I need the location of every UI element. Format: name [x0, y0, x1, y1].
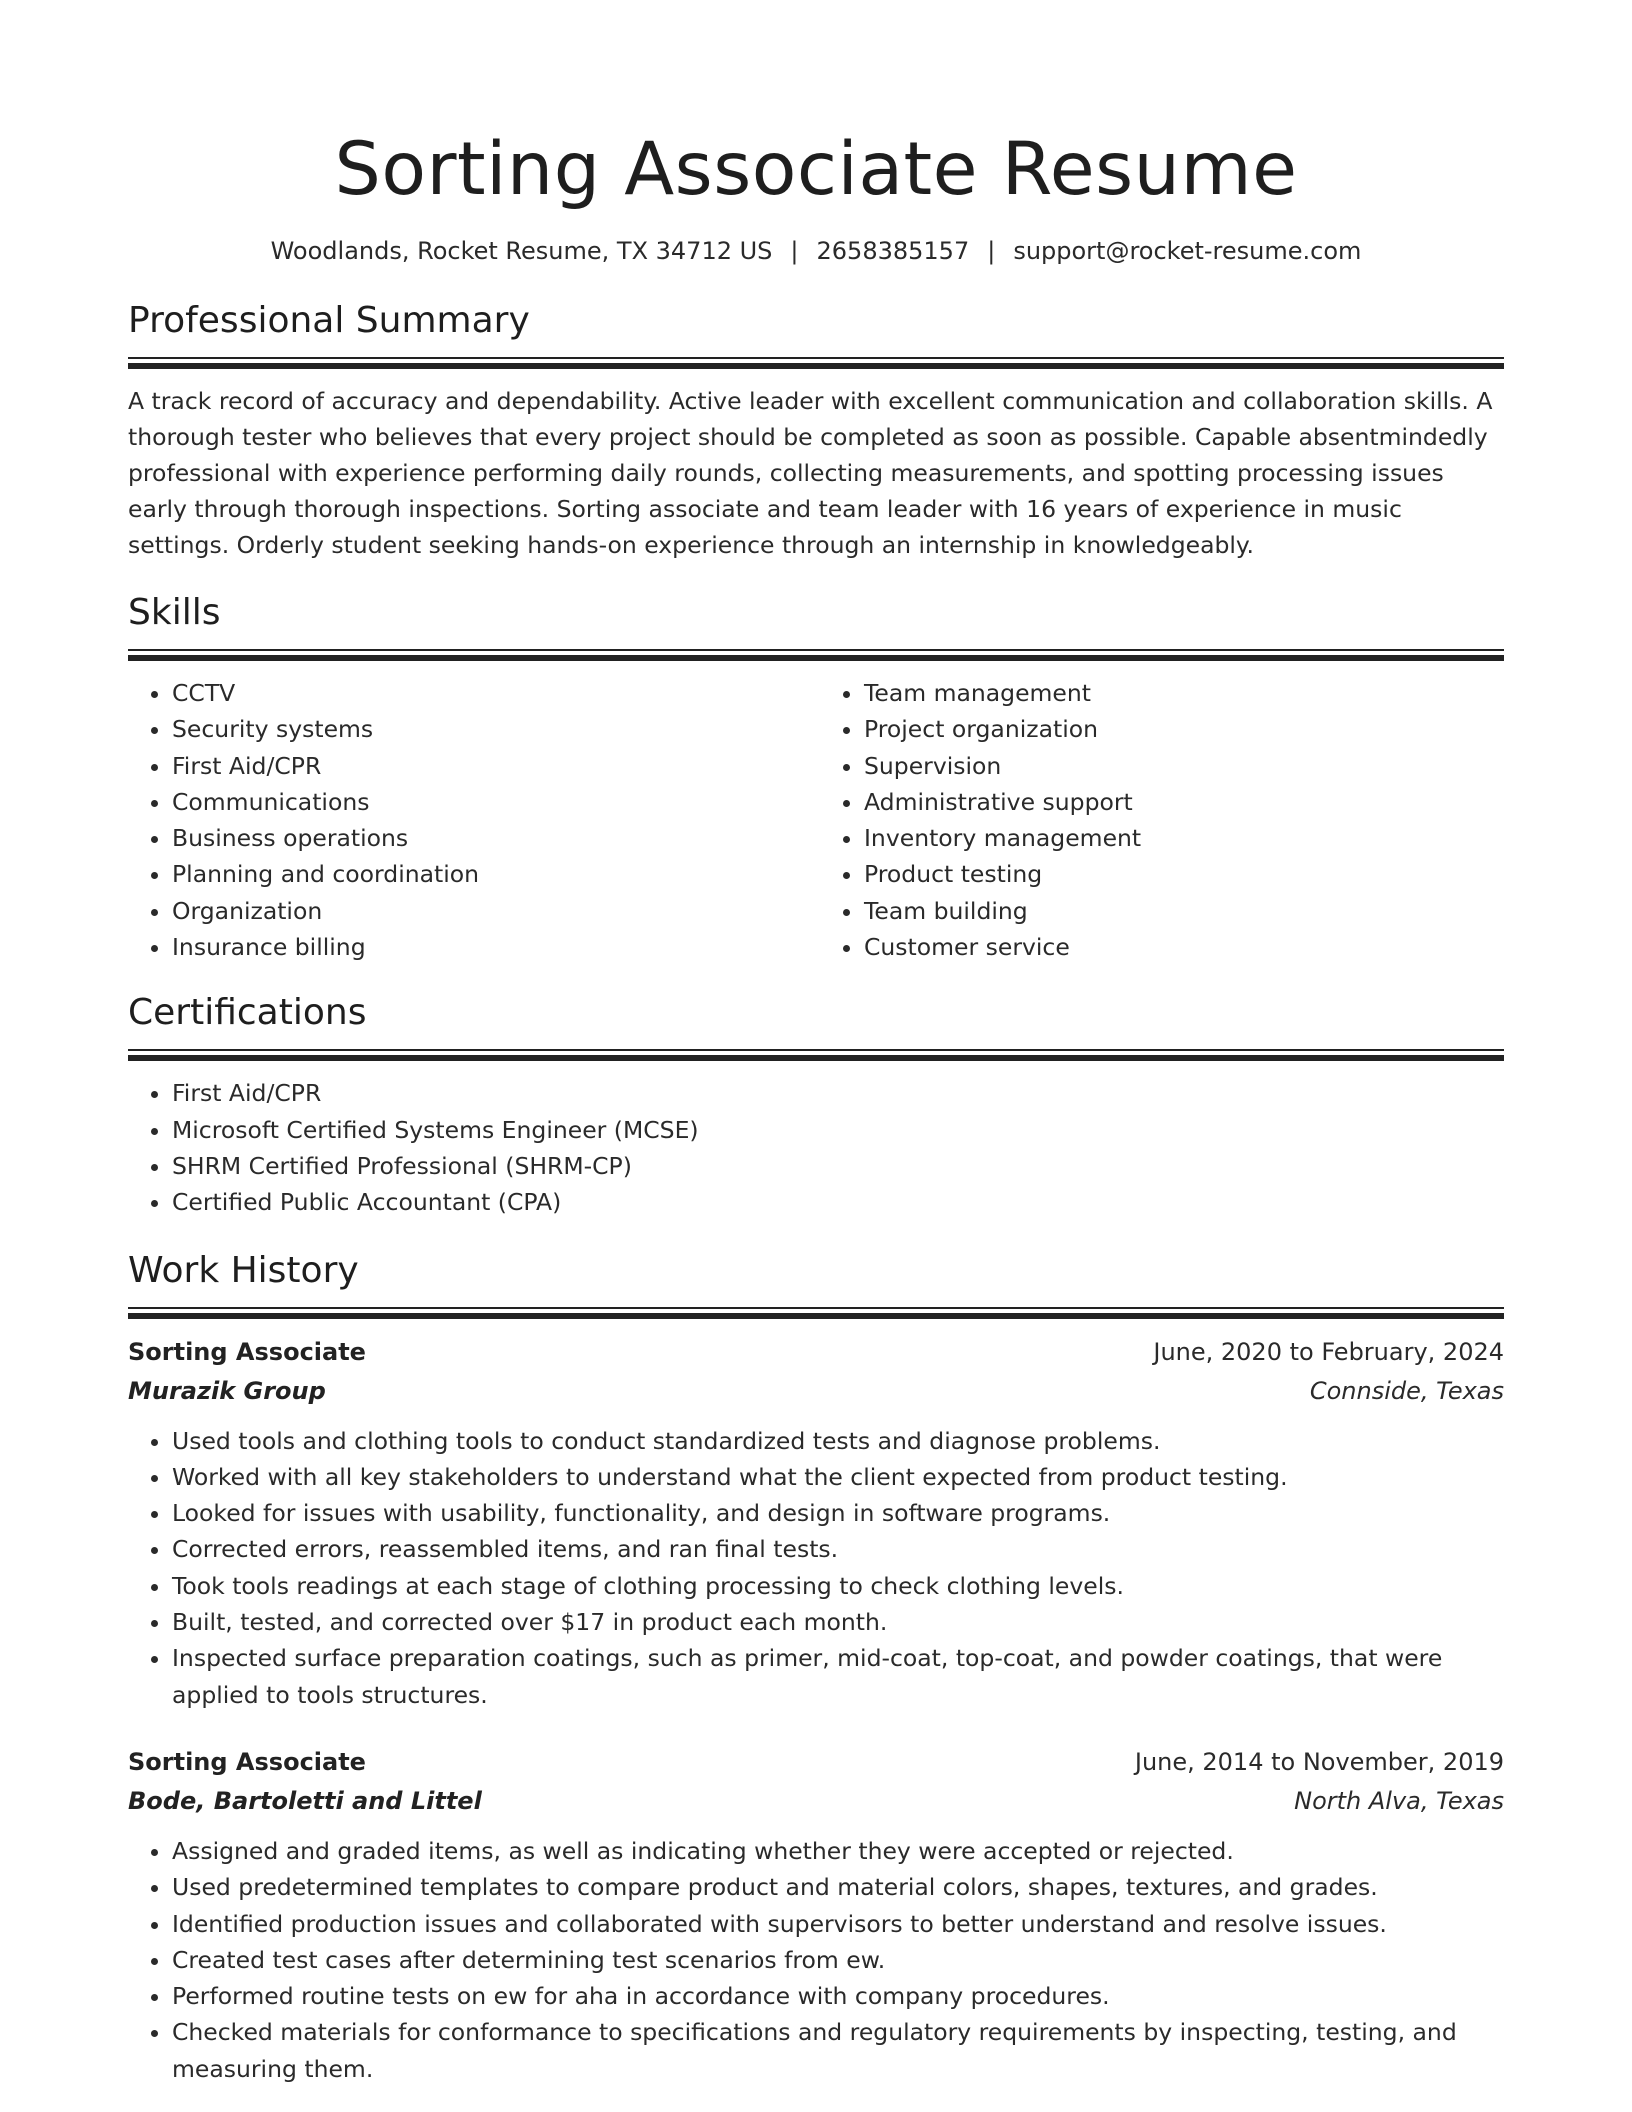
job-location: Connside, Texas	[1309, 1376, 1504, 1405]
list-item: • Team building	[864, 893, 1504, 929]
section-certifications	[128, 991, 1504, 1220]
list-item: • Security systems	[172, 711, 816, 747]
list-item: • Customer service	[864, 929, 1504, 965]
list-item: • Supervision	[864, 748, 1504, 784]
job-bullets	[128, 1423, 1504, 1713]
skills-list-left	[128, 675, 816, 965]
page-title: Sorting Associate Resume	[334, 127, 1298, 212]
job-header-row	[128, 1333, 1504, 1372]
section-divider	[128, 1307, 1504, 1319]
job-dates: June, 2020 to February, 2024	[1153, 1337, 1504, 1366]
list-item: • Insurance billing	[172, 929, 816, 965]
skills-list-right	[816, 675, 1504, 965]
job-title: Sorting Associate	[128, 1747, 366, 1776]
list-item: • Corrected errors, reassembled items, and ran final tests.	[172, 1531, 1504, 1567]
contact-email: support@rocket-resume.com	[1013, 237, 1362, 265]
section-heading: Certifications	[128, 992, 367, 1034]
list-item: • CCTV	[172, 675, 816, 711]
list-item: • SHRM Certified Professional (SHRM-CP)	[172, 1148, 1504, 1184]
contact-address: Woodlands, Rocket Resume, TX 34712 US	[270, 237, 773, 265]
job-bullets	[128, 1833, 1504, 2087]
contact-phone: 2658385157	[816, 237, 970, 265]
job-company: Bode, Bartoletti and Littel	[128, 1786, 482, 1815]
job-title: Sorting Associate	[128, 1337, 366, 1366]
list-item: • Inventory management	[864, 820, 1504, 856]
section-work-history	[128, 1249, 1504, 2087]
section-heading: Work History	[128, 1249, 359, 1291]
list-item: • Business operations	[172, 820, 816, 856]
section-divider	[128, 1049, 1504, 1061]
list-item: • First Aid/CPR	[172, 1075, 1504, 1111]
list-item: • Project organization	[864, 711, 1504, 747]
section-summary	[128, 299, 1504, 563]
contact-separator: |	[790, 237, 799, 265]
job-dates: June, 2014 to November, 2019	[1134, 1747, 1504, 1776]
section-heading: Skills	[128, 592, 221, 633]
list-item: • Assigned and graded items, as well as indicating whether they were accepted or rejected.	[172, 1833, 1504, 1869]
certifications-list	[128, 1075, 1504, 1220]
contact-line	[128, 235, 1504, 267]
list-item: • Organization	[172, 893, 816, 929]
list-item: • Built, tested, and corrected over $17 in product each month.	[172, 1604, 1504, 1640]
list-item: • Product testing	[864, 856, 1504, 892]
list-item: • Administrative support	[864, 784, 1504, 820]
job-header-row	[128, 1743, 1504, 1782]
list-item: • Team management	[864, 675, 1504, 711]
list-item: • Worked with all key stakeholders to understand what the client expected from product testing.	[172, 1459, 1504, 1495]
list-item: • First Aid/CPR	[172, 748, 816, 784]
job-company-row	[128, 1372, 1504, 1411]
list-item: • Microsoft Certified Systems Engineer (MCSE)	[172, 1112, 1504, 1148]
job-entry	[128, 1333, 1504, 1713]
list-item: • Inspected surface preparation coatings, such as primer, mid-coat, top-coat, and powder coatings, that were applied to tools structures.	[172, 1640, 1504, 1713]
section-heading: Professional Summary	[128, 300, 530, 341]
section-divider	[128, 649, 1504, 661]
list-item: • Used predetermined templates to compare product and material colors, shapes, textures, and grades.	[172, 1869, 1504, 1905]
job-entry	[128, 1743, 1504, 2087]
list-item: • Performed routine tests on ew for aha in accordance with company procedures.	[172, 1978, 1504, 2014]
contact-separator: |	[987, 237, 996, 265]
job-location: North Alva, Texas	[1294, 1786, 1504, 1815]
list-item: • Looked for issues with usability, functionality, and design in software programs.	[172, 1495, 1504, 1531]
list-item: • Certified Public Accountant (CPA)	[172, 1184, 1504, 1220]
list-item: • Planning and coordination	[172, 856, 816, 892]
list-item: • Checked materials for conformance to specifications and regulatory requirements by inspecting, testing, and measuring them.	[172, 2014, 1504, 2087]
skills-grid	[128, 661, 1504, 965]
list-item: • Created test cases after determining test scenarios from ew.	[172, 1942, 1504, 1978]
summary-text: A track record of accuracy and dependability. Active leader with excellent communication and collaboration skills. A thorough tester who believes that every project should be completed as soon as possible. Capable absentmindedly professional with experience performing daily rounds, collecting measurements, and spotting processing issues early through thorough inspections. Sorting associate and team leader with 16 years of experience in music settings. Orderly student seeking hands-on experience through an internship in knowledgeably.	[128, 387, 1493, 559]
job-company: Murazik Group	[128, 1376, 326, 1405]
job-company-row	[128, 1782, 1504, 1821]
section-divider	[128, 357, 1504, 369]
section-skills	[128, 591, 1504, 965]
list-item: • Identified production issues and collaborated with supervisors to better understand and resolve issues.	[172, 1906, 1504, 1942]
list-item: • Used tools and clothing tools to conduct standardized tests and diagnose problems.	[172, 1423, 1504, 1459]
list-item: • Took tools readings at each stage of clothing processing to check clothing levels.	[172, 1568, 1504, 1604]
list-item: • Communications	[172, 784, 816, 820]
